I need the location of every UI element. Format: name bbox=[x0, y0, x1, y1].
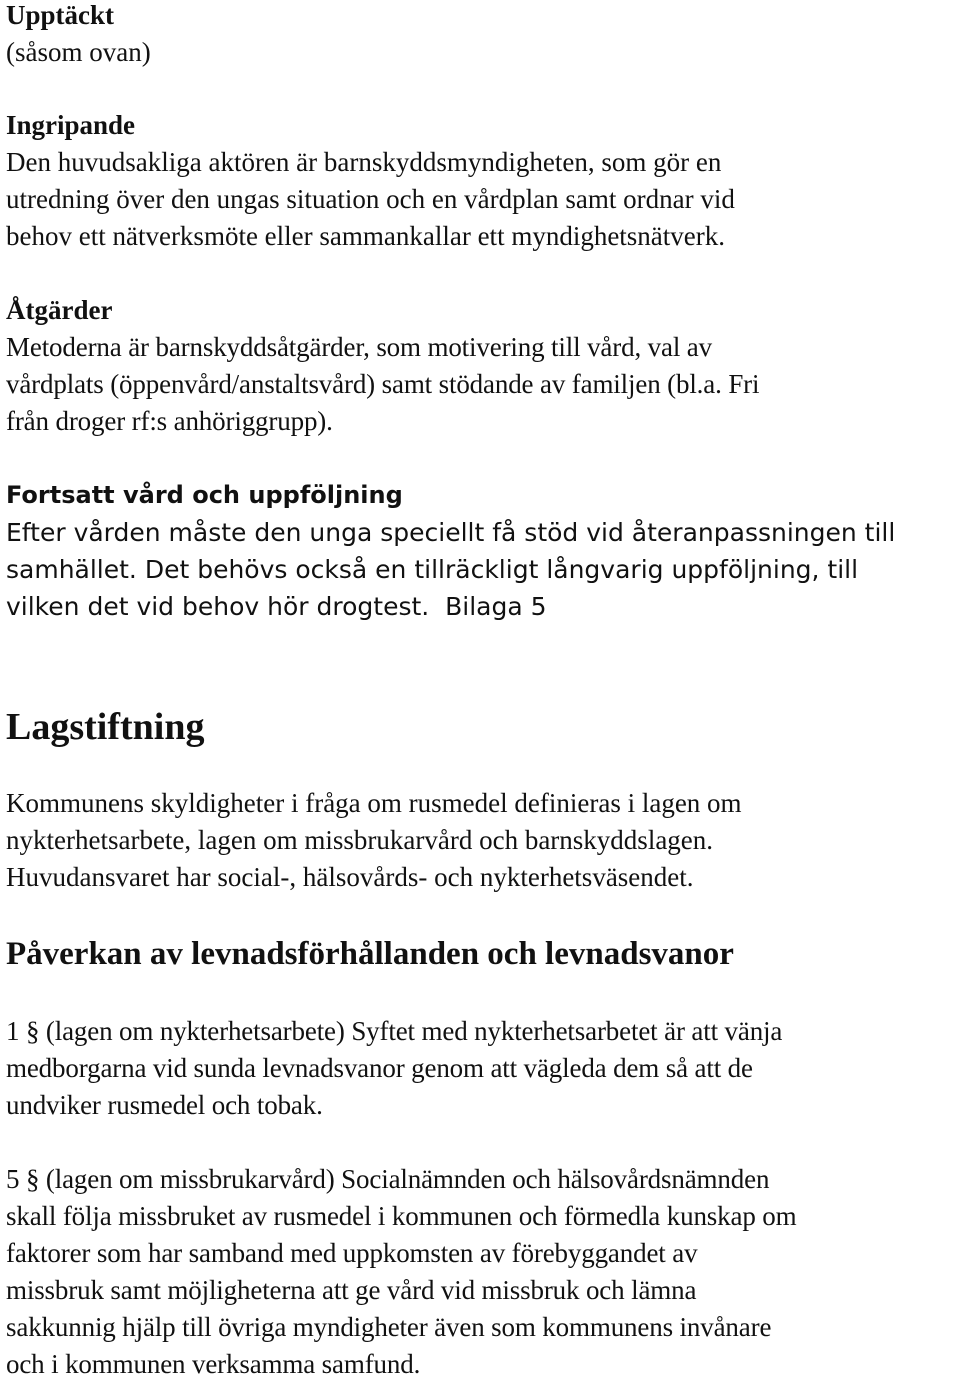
text-line: sakkunnig hjälp till övriga myndigheter även som kommunens invånare bbox=[6, 1312, 772, 1342]
heading-lagstiftning: Lagstiftning bbox=[6, 706, 205, 748]
text-line bbox=[6, 588, 956, 625]
attachment-reference: Bilaga 5 bbox=[445, 592, 547, 621]
section-paverkan bbox=[6, 932, 956, 976]
section-upptackt bbox=[6, 0, 956, 71]
text-line: nykterhetsarbete, lagen om missbrukarvård och barnskyddslagen. bbox=[6, 825, 714, 855]
section-paverkan-para2 bbox=[6, 1161, 956, 1383]
text-line: samhället. Det behövs också en tillräckligt långvarig uppföljning, till bbox=[6, 555, 859, 584]
text-line: Metoderna är barnskyddsåtgärder, som motivering till vård, val av bbox=[6, 332, 712, 362]
text-line: undviker rusmedel och tobak. bbox=[6, 1090, 323, 1120]
text-line: behov ett nätverksmöte eller sammankallar ett myndighetsnätverk. bbox=[6, 221, 726, 251]
text-line: Efter vården måste den unga speciellt få stöd vid återanpassningen till bbox=[6, 518, 896, 547]
section-lagstiftning bbox=[6, 702, 956, 752]
text-line: 1 § (lagen om nykterhetsarbete) Syftet med nykterhetsarbetet är att vänja bbox=[6, 1016, 783, 1046]
text-line: Huvudansvaret har social-, hälsovårds- och nykterhetsväsendet. bbox=[6, 862, 694, 892]
text-line: (såsom ovan) bbox=[6, 37, 151, 67]
heading-atgarder: Åtgärder bbox=[6, 295, 113, 325]
section-atgarder bbox=[6, 292, 956, 440]
section-paverkan-para1 bbox=[6, 1013, 956, 1124]
text-line: faktorer som har samband med uppkomsten av förebyggandet av bbox=[6, 1238, 698, 1268]
heading-ingripande: Ingripande bbox=[6, 110, 136, 140]
paragraph-fortsatt bbox=[6, 514, 956, 625]
text-line: 5 § (lagen om missbrukarvård) Socialnämnden och hälsovårdsnämnden bbox=[6, 1164, 770, 1194]
text-line: Kommunens skyldigheter i fråga om rusmedel definieras i lagen om bbox=[6, 788, 742, 818]
heading-paverkan: Påverkan av levnadsförhållanden och levnadsvanor bbox=[6, 936, 734, 972]
paragraph-paverkan-1 bbox=[6, 1013, 956, 1124]
text-line: vårdplats (öppenvård/anstaltsvård) samt stödande av familjen (bl.a. Fri bbox=[6, 369, 760, 399]
text-line: skall följa missbruket av rusmedel i kommunen och förmedla kunskap om bbox=[6, 1201, 797, 1231]
paragraph-atgarder bbox=[6, 329, 956, 440]
paragraph-lagstiftning bbox=[6, 785, 956, 896]
text-line: och i kommunen verksamma samfund. bbox=[6, 1349, 421, 1379]
text-line: medborgarna vid sunda levnadsvanor genom att vägleda dem så att de bbox=[6, 1053, 753, 1083]
text-line: utredning över den ungas situation och en vårdplan samt ordnar vid bbox=[6, 184, 735, 214]
paragraph-paverkan-2 bbox=[6, 1161, 956, 1383]
text-line: missbruk samt möjligheterna att ge vård vid missbruk och lämna bbox=[6, 1275, 697, 1305]
section-ingripande bbox=[6, 107, 956, 255]
text-line: från droger rf:s anhöriggrupp). bbox=[6, 406, 333, 436]
heading-fortsatt: Fortsatt vård och uppföljning bbox=[6, 481, 403, 509]
text-line: Den huvudsakliga aktören är barnskyddsmyndigheten, som gör en bbox=[6, 147, 722, 177]
section-lagstiftning-body bbox=[6, 785, 956, 896]
paragraph-upptackt bbox=[6, 34, 956, 71]
text-segment: vilken det vid behov hör drogtest. bbox=[6, 592, 430, 621]
paragraph-ingripande bbox=[6, 144, 956, 255]
heading-upptackt: Upptäckt bbox=[6, 0, 115, 30]
section-fortsatt bbox=[6, 477, 956, 625]
